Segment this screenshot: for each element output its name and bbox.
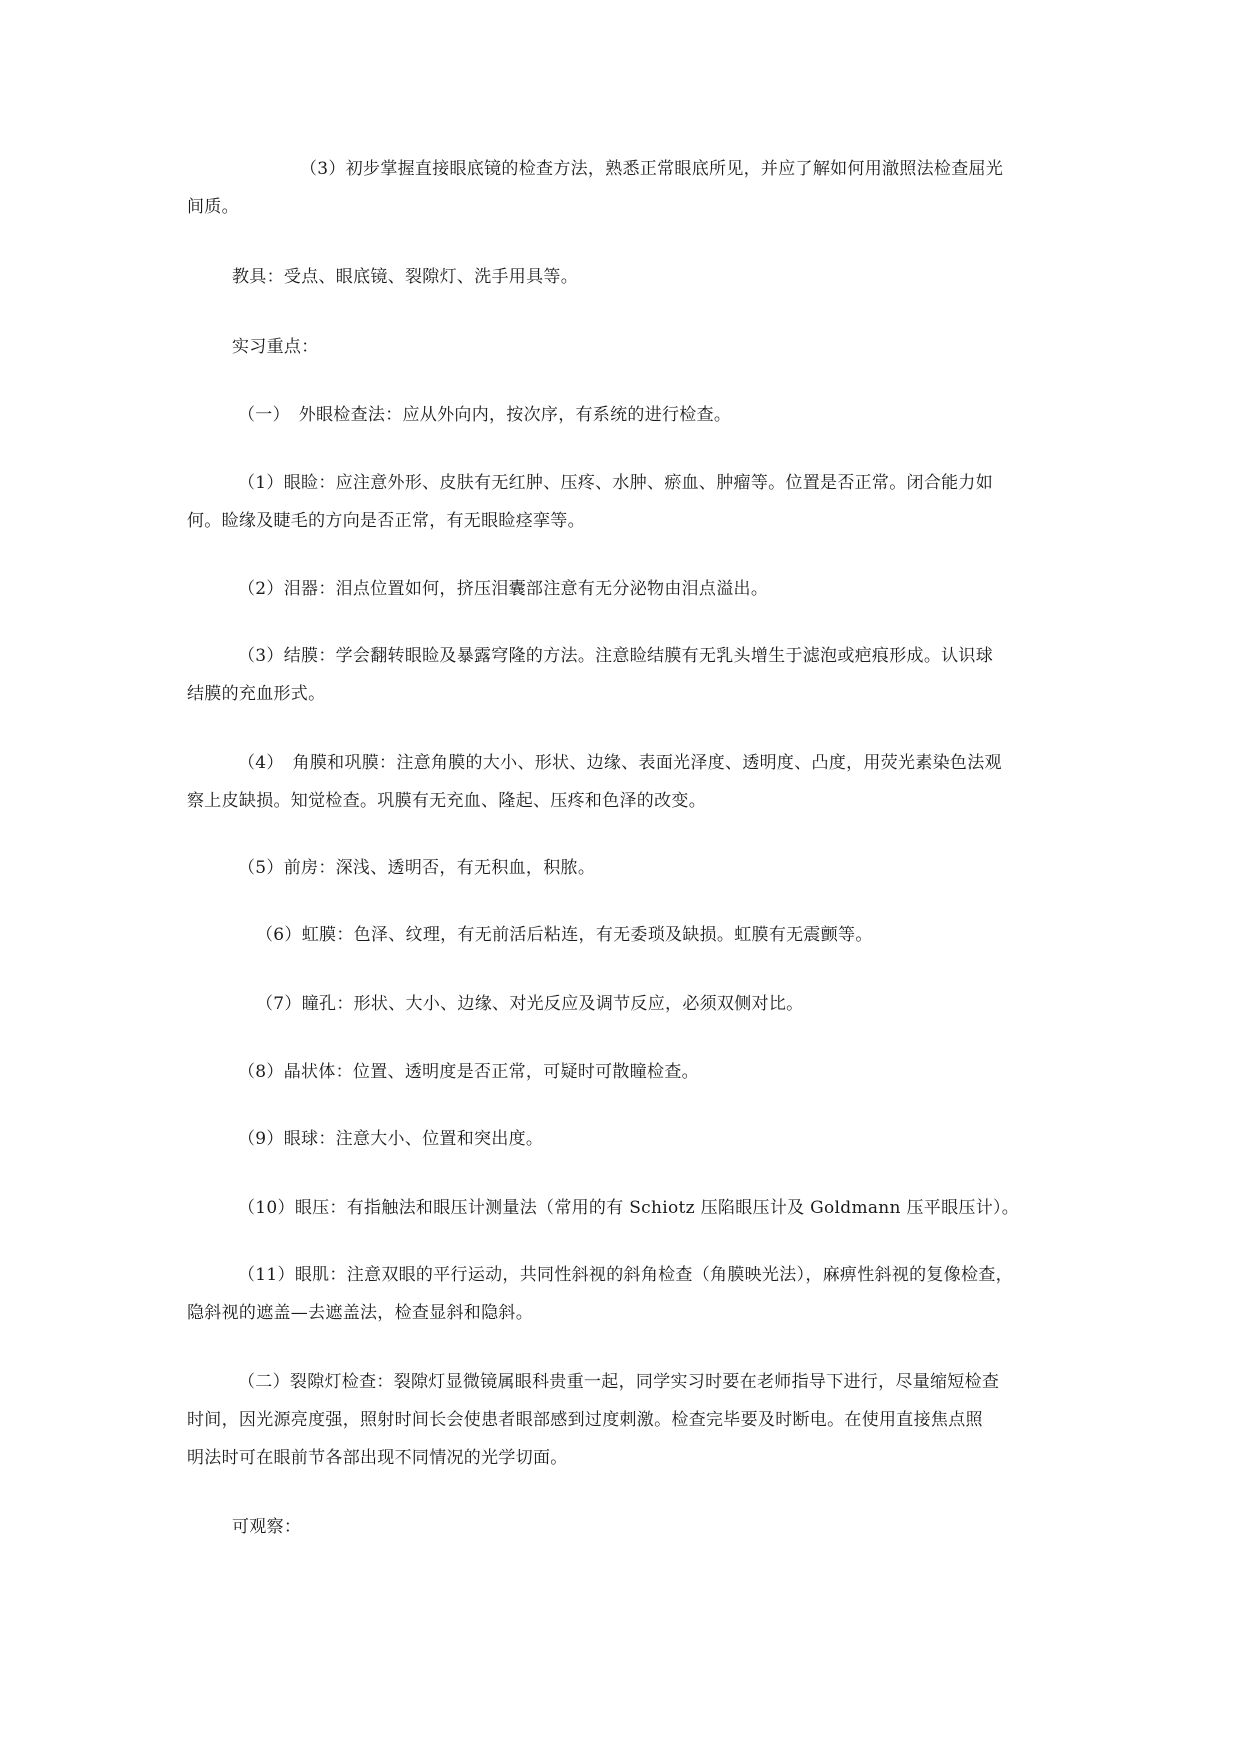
text-line: 结膜的充血形式。 [187, 684, 326, 704]
text-line: 隐斜视的遮盖—去遮盖法，检查显斜和隐斜。 [187, 1303, 533, 1323]
text-line: （2）泪器：泪点位置如何，挤压泪囊部注意有无分泌物由泪点溢出。 [238, 579, 769, 599]
section-heading: （二）裂隙灯检查：裂隙灯显微镜属眼科贵重一起，同学实习时要在老师指导下进行，尽量缩短检查 [238, 1372, 1000, 1392]
text-line: （8）晶状体：位置、透明度是否正常，可疑时可散瞳检查。 [238, 1062, 699, 1082]
text-line: （9）眼球：注意大小、位置和突出度。 [238, 1129, 544, 1149]
text-line: （3）结膜：学会翻转眼睑及暴露穹隆的方法。注意睑结膜有无乳头增生于滤泡或疤痕形成。认识球 [238, 646, 994, 666]
text-line: （10）眼压：有指触法和眼压计测量法（常用的有 Schiotz 压陷眼压计及 Goldmann 压平眼压计）。 [238, 1198, 1020, 1218]
text-line: （5）前房：深浅、透明否，有无积血，积脓。 [238, 858, 596, 878]
text-line: 何。睑缘及睫毛的方向是否正常，有无眼睑痉挛等。 [187, 511, 585, 531]
text-line: 时间，因光源亮度强，照射时间长会使患者眼部感到过度刺激。检查完毕要及时断电。在使用直接焦点照 [187, 1410, 983, 1430]
text-line: （3）初步掌握直接眼底镜的检查方法，熟悉正常眼底所见，并应了解如何用澈照法检查屈光 [300, 159, 1004, 179]
text-line: 教具：受点、眼底镜、裂隙灯、洗手用具等。 [232, 267, 578, 287]
text-line: （11）眼肌：注意双眼的平行运动，共同性斜视的斜角检查（角膜映光法），麻痹性斜视的复像检查， [238, 1265, 1013, 1285]
text-line: 明法时可在眼前节各部出现不同情况的光学切面。 [187, 1448, 568, 1468]
text-line: （4） 角膜和巩膜：注意角膜的大小、形状、边缘、表面光泽度、透明度、凸度，用荧光素染色法观 [238, 753, 1002, 773]
text-line: （7）瞳孔：形状、大小、边缘、对光反应及调节反应，必须双侧对比。 [256, 994, 804, 1014]
section-heading: （一） 外眼检查法：应从外向内，按次序，有系统的进行检查。 [238, 405, 732, 425]
section-heading: 实习重点： [232, 337, 319, 357]
text-line: （1）眼睑：应注意外形、皮肤有无红肿、压疼、水肿、瘀血、肿瘤等。位置是否正常。闭合能力如 [238, 473, 994, 493]
text-line: 间质。 [187, 197, 239, 217]
text-line: 察上皮缺损。知觉检查。巩膜有无充血、隆起、压疼和色泽的改变。 [187, 791, 706, 811]
text-line: （6）虹膜：色泽、纹理，有无前活后粘连，有无委琐及缺损。虹膜有无震颤等。 [256, 925, 873, 945]
text-line: 可观察： [232, 1517, 302, 1537]
